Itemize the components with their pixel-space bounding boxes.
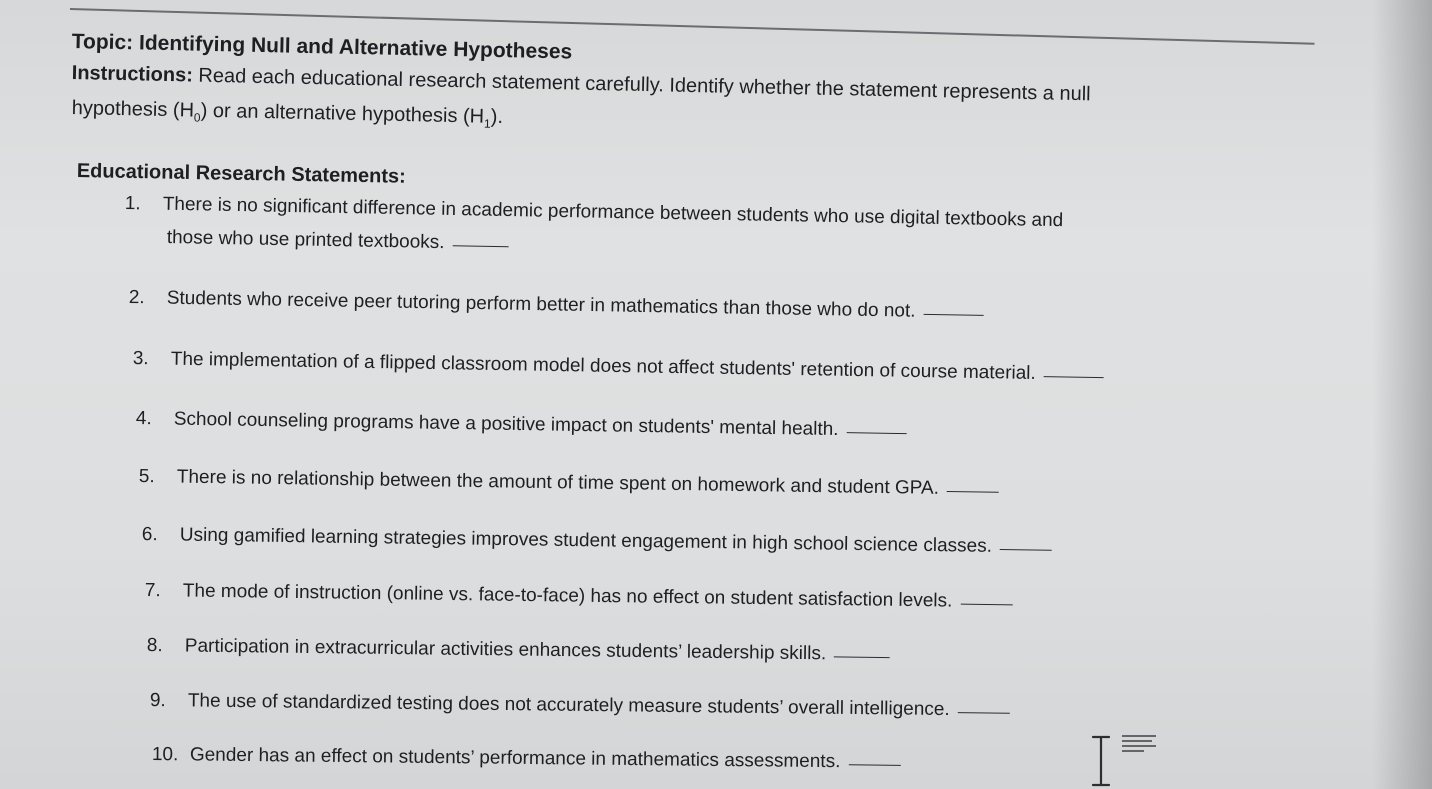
statement-item [129,287,984,324]
instructions-text-1: Read each educational research statement carefully. Identify whether the statement represents a null [198,64,1091,106]
item-text: The mode of instruction (online vs. face-to-face) has no effect on student satisfaction levels. [182,580,953,612]
topic-label: Topic: [71,30,134,55]
section-title: Educational Research Statements: [76,160,406,188]
item-text: Gender has an effect on students’ performance in mathematics assessments. [189,744,841,773]
item-text: There is no relationship between the amount of time spent on homework and student GPA. [176,466,940,499]
answer-blank[interactable] [958,712,1010,714]
statement-item [142,524,1052,559]
answer-blank[interactable] [452,245,508,247]
item-number: 9. [149,690,166,712]
statement-item [152,744,901,774]
answer-blank[interactable] [947,491,999,493]
item-number: 2. [128,287,145,309]
statement-item [136,408,907,442]
item-number: 5. [138,466,155,488]
item-number: 10. [151,744,179,766]
item-text: Students who receive peer tutoring perform better in mathematics than those who do not. [166,287,916,322]
statement-item [145,580,1013,613]
null-subscript: 0 [193,110,201,125]
text-cursor-icon [1090,733,1112,789]
item-text: There is no significant difference in academic performance between students who use digital textbooks and [162,193,1064,232]
item-number: 7. [144,580,161,602]
text-lines-icon [1120,733,1160,755]
answer-blank[interactable] [960,604,1012,606]
answer-blank[interactable] [1000,549,1052,551]
statement-item [133,348,1104,386]
item-number: 6. [141,524,158,546]
statement-item [147,635,891,666]
instructions-text-2a: hypothesis (H [71,97,195,122]
instructions-text-2b: ) or an alternative hypothesis (H [200,99,485,128]
alt-subscript: 1 [483,116,491,131]
answer-blank[interactable] [846,432,906,434]
answer-blank[interactable] [848,764,900,766]
item-text: School counseling programs have a positive impact on students' mental health. [173,408,839,441]
item-number: 3. [132,348,149,370]
answer-blank[interactable] [1044,376,1104,378]
topic-heading [71,30,572,64]
topic-text: Identifying Null and Alternative Hypotheses [138,31,573,64]
item-number: 4. [135,408,152,430]
item-number: 8. [146,635,163,657]
instructions-text-2c: ). [490,105,504,129]
statement-item [150,690,1010,722]
item-text: Using gamified learning strategies improves student engagement in high school science classes. [179,524,993,557]
item-text: Participation in extracurricular activities enhances students’ leadership skills. [184,635,827,665]
answer-blank[interactable] [834,656,890,658]
instructions-label: Instructions: [71,62,194,87]
item-number: 1. [124,193,141,215]
item-text: The implementation of a flipped classroom model does not affect students' retention of course material. [170,348,1036,384]
item-text: The use of standardized testing does not accurately measure students’ overall intelligence. [187,690,950,721]
statement-item [125,193,1064,232]
statement-item-continued [167,227,509,255]
instructions-line-2 [71,97,503,131]
statement-item [139,466,999,501]
answer-blank[interactable] [923,314,983,316]
item-text-line-2: those who use printed textbooks. [166,227,445,254]
